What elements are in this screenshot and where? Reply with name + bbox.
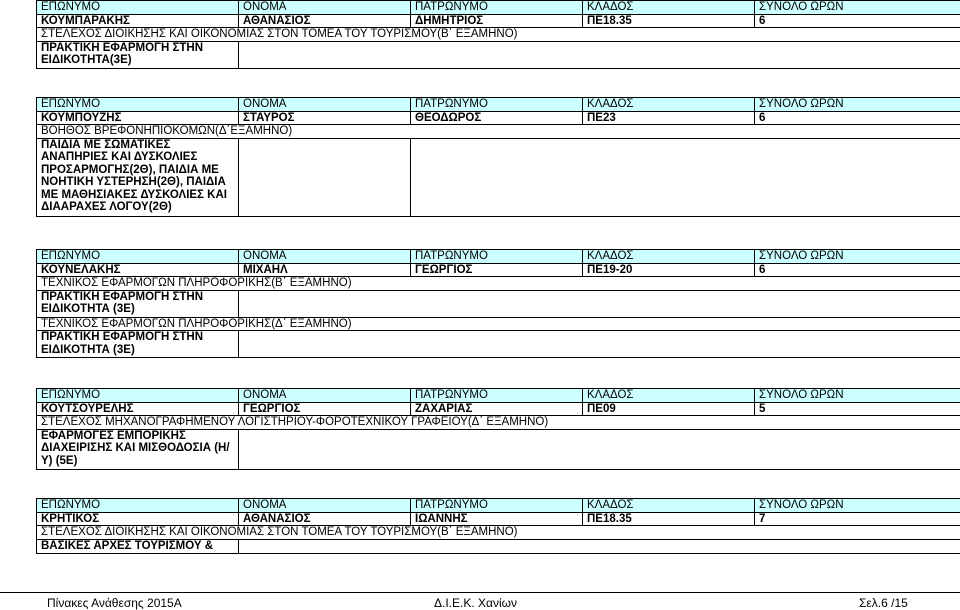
header-fathername: ΠΑΤΡΩΝΥΜΟ: [411, 1, 583, 15]
surname: ΚΟΥΜΠΑΡΑΚΗΣ: [37, 14, 239, 28]
person-row: [37, 14, 960, 28]
surname: ΚΡΗΤΙΚΟΣ: [37, 512, 239, 526]
header-fathername: ΠΑΤΡΩΝΥΜΟ: [411, 499, 583, 513]
header-surname: ΕΠΩΝΥΜΟ: [37, 499, 239, 513]
program-row: [37, 526, 960, 540]
specialty: ΠΕ19-20: [583, 263, 755, 277]
surname: ΚΟΥΜΠΟΥΖΗΣ: [37, 111, 239, 125]
father-name: ΘΕΟΔΩΡΟΣ: [411, 111, 583, 125]
module-row: [37, 138, 960, 216]
total-hours: 6: [755, 14, 960, 28]
first-name: ΓΕΩΡΓΙΟΣ: [239, 402, 411, 416]
header-name: ΟΝΟΜΑ: [239, 499, 411, 513]
program-name: ΣΤΕΛΕΧΟΣ ΔΙΟΙΚΗΣΗΣ ΚΑΙ ΟΙΚΟΝΟΜΙΑΣ ΣΤΟΝ ΤΟΜΕΑ ΤΟΥ ΤΟΥΡΙΣΜΟΥ(Β΄ ΕΞΑΜΗΝΟ): [37, 526, 960, 540]
footer-page-number: Σελ.6 /15: [859, 596, 908, 610]
person-row: [37, 263, 960, 277]
total-hours: 7: [755, 512, 960, 526]
header-name: ΟΝΟΜΑ: [239, 1, 411, 15]
father-name: ΔΗΜΗΤΡΙΟΣ: [411, 14, 583, 28]
total-hours: 6: [755, 263, 960, 277]
surname: ΚΟΥΝΕΛΑΚΗΣ: [37, 263, 239, 277]
header-surname: ΕΠΩΝΥΜΟ: [37, 389, 239, 403]
module-name: ΒΑΣΙΚΕΣ ΑΡΧΕΣ ΤΟΥΡΙΣΜΟΥ &: [37, 539, 239, 553]
father-name: ΓΕΩΡΓΙΟΣ: [411, 263, 583, 277]
teacher-block: [36, 388, 960, 470]
header-name: ΟΝΟΜΑ: [239, 389, 411, 403]
header-specialty: ΚΛΑΔΟΣ: [583, 250, 755, 264]
first-name: ΑΘΑΝΑΣΙΟΣ: [239, 14, 411, 28]
header-fathername: ΠΑΤΡΩΝΥΜΟ: [411, 98, 583, 112]
header-specialty: ΚΛΑΔΟΣ: [583, 499, 755, 513]
program-name: ΤΕΧΝΙΚΟΣ ΕΦΑΡΜΟΓΩΝ ΠΛΗΡΟΦΟΡΙΚΗΣ(Δ΄ ΕΞΑΜΗΝΟ): [37, 317, 960, 331]
header-total-hours: ΣΥΝΟΛΟ ΩΡΩΝ: [755, 98, 960, 112]
footer-title: Πίνακες Ανάθεσης 2015Α: [47, 596, 182, 610]
specialty: ΠΕ09: [583, 402, 755, 416]
first-name: ΣΤΑΥΡΟΣ: [239, 111, 411, 125]
program-row: [37, 277, 960, 291]
page-footer: [0, 592, 960, 610]
header-row: [37, 389, 960, 403]
header-fathername: ΠΑΤΡΩΝΥΜΟ: [411, 250, 583, 264]
father-name: ΙΩΑΝΝΗΣ: [411, 512, 583, 526]
specialty: ΠΕ18.35: [583, 14, 755, 28]
first-name: ΜΙΧΑΗΛ: [239, 263, 411, 277]
header-total-hours: ΣΥΝΟΛΟ ΩΡΩΝ: [755, 499, 960, 513]
header-surname: ΕΠΩΝΥΜΟ: [37, 250, 239, 264]
module-row: [37, 539, 960, 553]
teacher-block: [36, 97, 960, 217]
program-name: ΒΟΗΘΟΣ ΒΡΕΦΟΝΗΠΙΟΚΟΜΩΝ(Δ΄ΕΞΑΜΗΝΟ): [37, 125, 960, 139]
module-name: ΠΡΑΚΤΙΚΗ ΕΦΑΡΜΟΓΗ ΣΤΗΝ ΕΙΔΙΚΟΤΗΤΑ(3Ε): [37, 41, 239, 68]
header-specialty: ΚΛΑΔΟΣ: [583, 1, 755, 15]
header-row: [37, 1, 960, 15]
specialty: ΠΕ23: [583, 111, 755, 125]
program-name: ΤΕΧΝΙΚΟΣ ΕΦΑΡΜΟΓΩΝ ΠΛΗΡΟΦΟΡΙΚΗΣ(Β΄ ΕΞΑΜΗΝΟ): [37, 277, 960, 291]
teacher-block: [36, 0, 960, 69]
specialty: ΠΕ18.35: [583, 512, 755, 526]
program-row: [37, 317, 960, 331]
header-surname: ΕΠΩΝΥΜΟ: [37, 1, 239, 15]
header-total-hours: ΣΥΝΟΛΟ ΩΡΩΝ: [755, 1, 960, 15]
teacher-block: [36, 249, 960, 358]
program-row: [37, 125, 960, 139]
program-name: ΣΤΕΛΕΧΟΣ ΜΗΧΑΝΟΓΡΑΦΗΜΕΝΟΥ ΛΟΓΙΣΤΗΡΙΟΥ-ΦΟΡΟΤΕΧΝΙΚΟΥ ΓΡΑΦΕΙΟΥ(Δ΄ ΕΞΑΜΗΝΟ): [37, 416, 960, 430]
total-hours: 6: [755, 111, 960, 125]
person-row: [37, 111, 960, 125]
program-row: [37, 28, 960, 42]
header-name: ΟΝΟΜΑ: [239, 250, 411, 264]
person-row: [37, 402, 960, 416]
total-hours: 5: [755, 402, 960, 416]
header-name: ΟΝΟΜΑ: [239, 98, 411, 112]
header-row: [37, 499, 960, 513]
header-specialty: ΚΛΑΔΟΣ: [583, 389, 755, 403]
teacher-block: [36, 498, 960, 554]
module-name: ΕΦΑΡΜΟΓΕΣ ΕΜΠΟΡΙΚΗΣ ΔΙΑΧΕΙΡΙΣΗΣ ΚΑΙ ΜΙΣΘΟΔΟΣΙΑ (Η/Υ) (5Ε): [37, 429, 239, 469]
module-row: [37, 290, 960, 317]
header-total-hours: ΣΥΝΟΛΟ ΩΡΩΝ: [755, 389, 960, 403]
module-row: [37, 429, 960, 469]
program-name: ΣΤΕΛΕΧΟΣ ΔΙΟΙΚΗΣΗΣ ΚΑΙ ΟΙΚΟΝΟΜΙΑΣ ΣΤΟΝ ΤΟΜΕΑ ΤΟΥ ΤΟΥΡΙΣΜΟΥ(Β΄ ΕΞΑΜΗΝΟ): [37, 28, 960, 42]
module-name: ΠΡΑΚΤΙΚΗ ΕΦΑΡΜΟΓΗ ΣΤΗΝ ΕΙΔΙΚΟΤΗΤΑ (3Ε): [37, 331, 239, 358]
person-row: [37, 512, 960, 526]
first-name: ΑΘΑΝΑΣΙΟΣ: [239, 512, 411, 526]
header-row: [37, 250, 960, 264]
header-specialty: ΚΛΑΔΟΣ: [583, 98, 755, 112]
father-name: ΖΑΧΑΡΙΑΣ: [411, 402, 583, 416]
header-surname: ΕΠΩΝΥΜΟ: [37, 98, 239, 112]
program-row: [37, 416, 960, 430]
header-fathername: ΠΑΤΡΩΝΥΜΟ: [411, 389, 583, 403]
module-row: [37, 41, 960, 68]
module-row: [37, 331, 960, 358]
surname: ΚΟΥΤΣΟΥΡΕΛΗΣ: [37, 402, 239, 416]
module-name: ΠΑΙΔΙΑ ΜΕ ΣΩΜΑΤΙΚΕΣ ΑΝΑΠΗΡΙΕΣ ΚΑΙ ΔΥΣΚΟΛΙΕΣ ΠΡΟΣΑΡΜΟΓΗΣ(2Θ), ΠΑΙΔΙΑ ΜΕ ΝΟΗΤΙΚΗ ΥΣΤΕΡΗΣΗ(2Θ), ΠΑΙΔΙΑ ΜΕ ΜΑΘΗΣΙΑΚΕΣ ΔΥΣΚΟΛΙΕΣ ΚΑΙ ΔΙΑΑΡΑΧΕΣ ΛΟΓΟΥ(2Θ): [37, 138, 239, 216]
footer-school: Δ.Ι.Ε.Κ. Χανίων: [434, 596, 517, 610]
header-total-hours: ΣΥΝΟΛΟ ΩΡΩΝ: [755, 250, 960, 264]
header-row: [37, 98, 960, 112]
module-name: ΠΡΑΚΤΙΚΗ ΕΦΑΡΜΟΓΗ ΣΤΗΝ ΕΙΔΙΚΟΤΗΤΑ (3Ε): [37, 290, 239, 317]
